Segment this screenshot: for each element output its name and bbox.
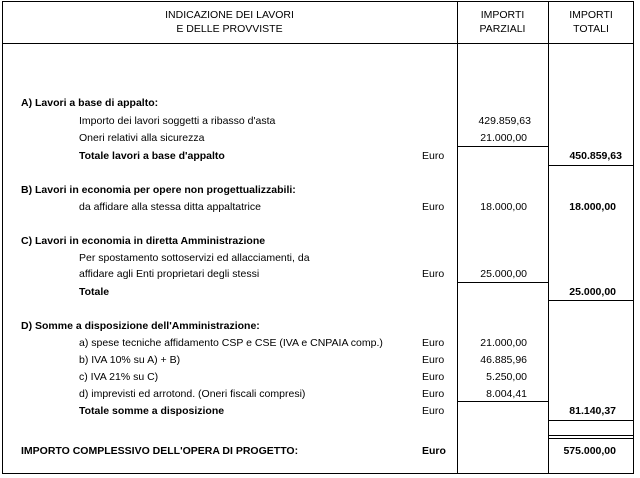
grand-total-currency: Euro (422, 445, 446, 457)
section-a-item1-label: Importo dei lavori soggetti a ribasso d'asta (79, 115, 276, 127)
section-b-title: B) Lavori in economia per opere non progettualizzabili: (21, 184, 296, 196)
section-c-item-line1: Per spostamento sottoservizi ed allacciamenti, da (79, 252, 310, 264)
section-a-total-value: 450.859,63 (569, 150, 622, 162)
section-c-item-line2: affidare agli Enti proprietari degli stessi (79, 268, 260, 280)
section-c-total-rule (548, 300, 634, 301)
section-b-item-label: da affidare alla stessa ditta appaltatrice (79, 201, 261, 213)
section-a-subtotal-rule (457, 146, 548, 147)
section-a-currency: Euro (422, 150, 445, 162)
section-d-item-d-currency: Euro (422, 388, 445, 400)
section-c-subtotal-rule (457, 282, 548, 283)
grand-total-double-rule-top (548, 435, 634, 436)
header-partial-line1: IMPORTI (480, 9, 525, 21)
section-c-total-label: Totale (79, 286, 110, 298)
section-d-item-c-label: c) IVA 21% su C) (79, 371, 159, 383)
column-divider-partial (457, 1, 458, 474)
header-divider (2, 43, 634, 44)
grand-total-label: IMPORTO COMPLESSIVO DELL'OPERA DI PROGETTO: (21, 445, 299, 457)
section-d-subtotal-rule (457, 401, 548, 402)
section-d-total-value: 81.140,37 (569, 405, 616, 417)
section-d-item-a-value: 21.000,00 (480, 337, 527, 349)
grand-total-double-rule-bottom (548, 438, 634, 439)
header-description-line2: E DELLE PROVVISTE (176, 23, 283, 35)
section-d-item-b-value: 46.885,96 (480, 354, 527, 366)
section-a-total-rule (548, 165, 634, 166)
section-a-total-label: Totale lavori a base d'appalto (79, 150, 225, 162)
section-b-currency: Euro (422, 201, 445, 213)
grand-total-value: 575.000,00 (563, 445, 616, 457)
section-d-currency: Euro (422, 405, 445, 417)
section-a-item1-value: 429.859,63 (478, 115, 531, 127)
section-b-total-value: 18.000,00 (569, 201, 616, 213)
section-d-item-d-label: d) imprevisti ed arrotond. (Oneri fiscali compresi) (79, 388, 306, 400)
section-c-total-value: 25.000,00 (569, 286, 616, 298)
section-d-item-b-label: b) IVA 10% su A) + B) (79, 354, 181, 366)
section-a-item2-value: 21.000,00 (480, 132, 527, 144)
section-d-item-d-value: 8.004,41 (486, 388, 527, 400)
section-a-title: A) Lavori a base di appalto: (21, 97, 159, 109)
section-d-item-b-currency: Euro (422, 354, 445, 366)
header-total-line1: IMPORTI (569, 9, 613, 21)
section-c-title: C) Lavori in economia in diretta Amministrazione (21, 235, 266, 247)
section-d-title: D) Somme a disposizione dell'Amministrazione: (21, 320, 260, 332)
section-c-partial-value: 25.000,00 (480, 268, 527, 280)
section-d-total-label: Totale somme a disposizione (79, 405, 225, 417)
section-d-total-rule (548, 420, 634, 421)
section-a-item2-label: Oneri relativi alla sicurezza (79, 132, 205, 144)
section-d-item-c-currency: Euro (422, 371, 445, 383)
section-d-item-a-label: a) spese tecniche affidamento CSP e CSE (IVA e CNPAIA comp.) (79, 337, 383, 349)
header-total-line2: TOTALI (573, 23, 609, 35)
header-description-line1: INDICAZIONE DEI LAVORI (165, 9, 294, 21)
header-partial-line2: PARZIALI (479, 23, 526, 35)
column-divider-total (548, 1, 549, 474)
section-c-currency: Euro (422, 268, 445, 280)
section-b-partial-value: 18.000,00 (480, 201, 527, 213)
section-d-item-a-currency: Euro (422, 337, 445, 349)
section-d-item-c-value: 5.250,00 (486, 371, 527, 383)
